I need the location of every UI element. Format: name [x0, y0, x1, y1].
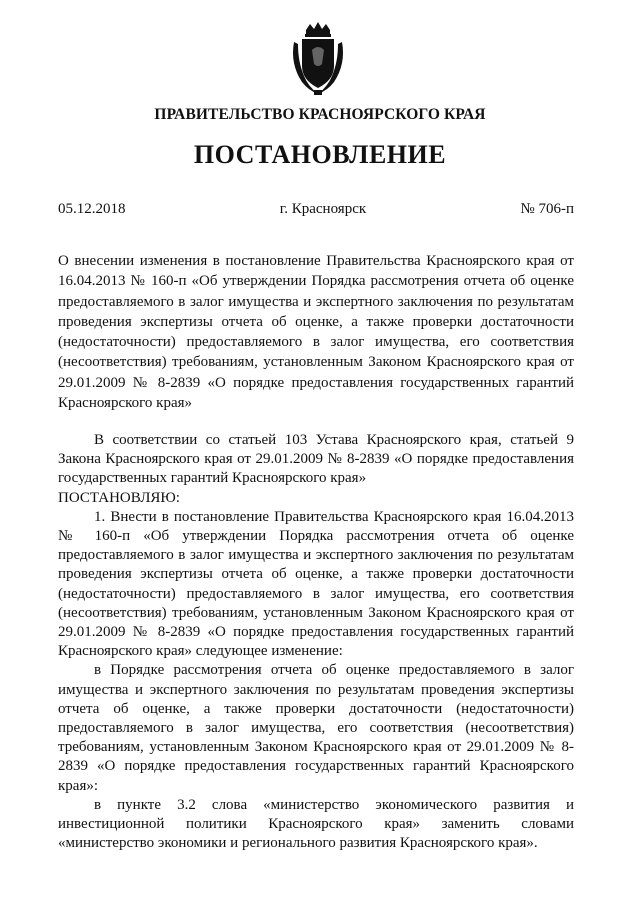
coat-of-arms-emblem	[288, 20, 348, 96]
government-heading: ПРАВИТЕЛЬСТВО КРАСНОЯРСКОГО КРАЯ	[154, 106, 486, 123]
item-1-point-paragraph: в пункте 3.2 слова «министерство экономического развития и инвестиционной политики Красноярского края» заменить словами «министерство экономики и регионального развития Красноярского края».	[58, 796, 574, 852]
document-city: г. Красноярск	[279, 201, 367, 217]
document-date: 05.12.2018	[58, 201, 126, 217]
item-1-sub-paragraph: в Порядке рассмотрения отчета об оценке предоставляемого в залог имущества и экспертного заключения по результатам проведения экспертизы отчета об оценке, а также проверки достаточности (недостаточности) предоставляемого в залог имущества, его соответствия (несоответствия) требованиям, установленным Законом Красноярского края от 29.01.2009 № 8-2839 «О порядке предоставления государственных гарантий Красноярского края»:	[58, 662, 574, 794]
item-1-paragraph: 1. Внести в постановление Правительства Красноярского края 16.04.2013 № 160-п «Об утверждении Порядка рассмотрения отчета об оценке предоставляемого в залог имущества и экспертного заключения по результатам проведения экспертизы отчета об оценке, а также проверки достаточности (недостаточности) предоставляемого в залог имущества, его соответствия (несоответствия) требованиям, установленным Законом Красноярского края от 29.01.2009 № 8-2839 «О порядке предоставления государственных гарантий Красноярского края» следующее изменение:	[58, 508, 574, 660]
resolve-word: ПОСТАНОВЛЯЮ:	[58, 489, 180, 506]
document-meta-row	[58, 201, 574, 218]
document-type-heading: ПОСТАНОВЛЕНИЕ	[193, 140, 447, 169]
intro-paragraph: В соответствии со статьей 103 Устава Красноярского края, статьей 9 Закона Красноярского края от 29.01.2009 № 8-2839 «О порядке предоставления государственных гарантий Красноярского края»	[58, 432, 574, 487]
document-title: О внесении изменения в постановление Правительства Красноярского края от 16.04.2013 № 160-п «Об утверждении Порядка рассмотрения отчета об оценке предоставляемого в залог имущества и экспертного заключения по результатам проведения экспертизы отчета об оценке, а также проверки достаточности (недостаточности) предоставляемого в залог имущества, его соответствия (несоответствия) требованиям, установленным Законом Красноярского края от 29.01.2009 № 8-2839 «О порядке предоставления государственных гарантий Красноярского края»	[58, 253, 574, 412]
document-body	[58, 431, 574, 853]
document-number: № 706-п	[520, 201, 574, 217]
